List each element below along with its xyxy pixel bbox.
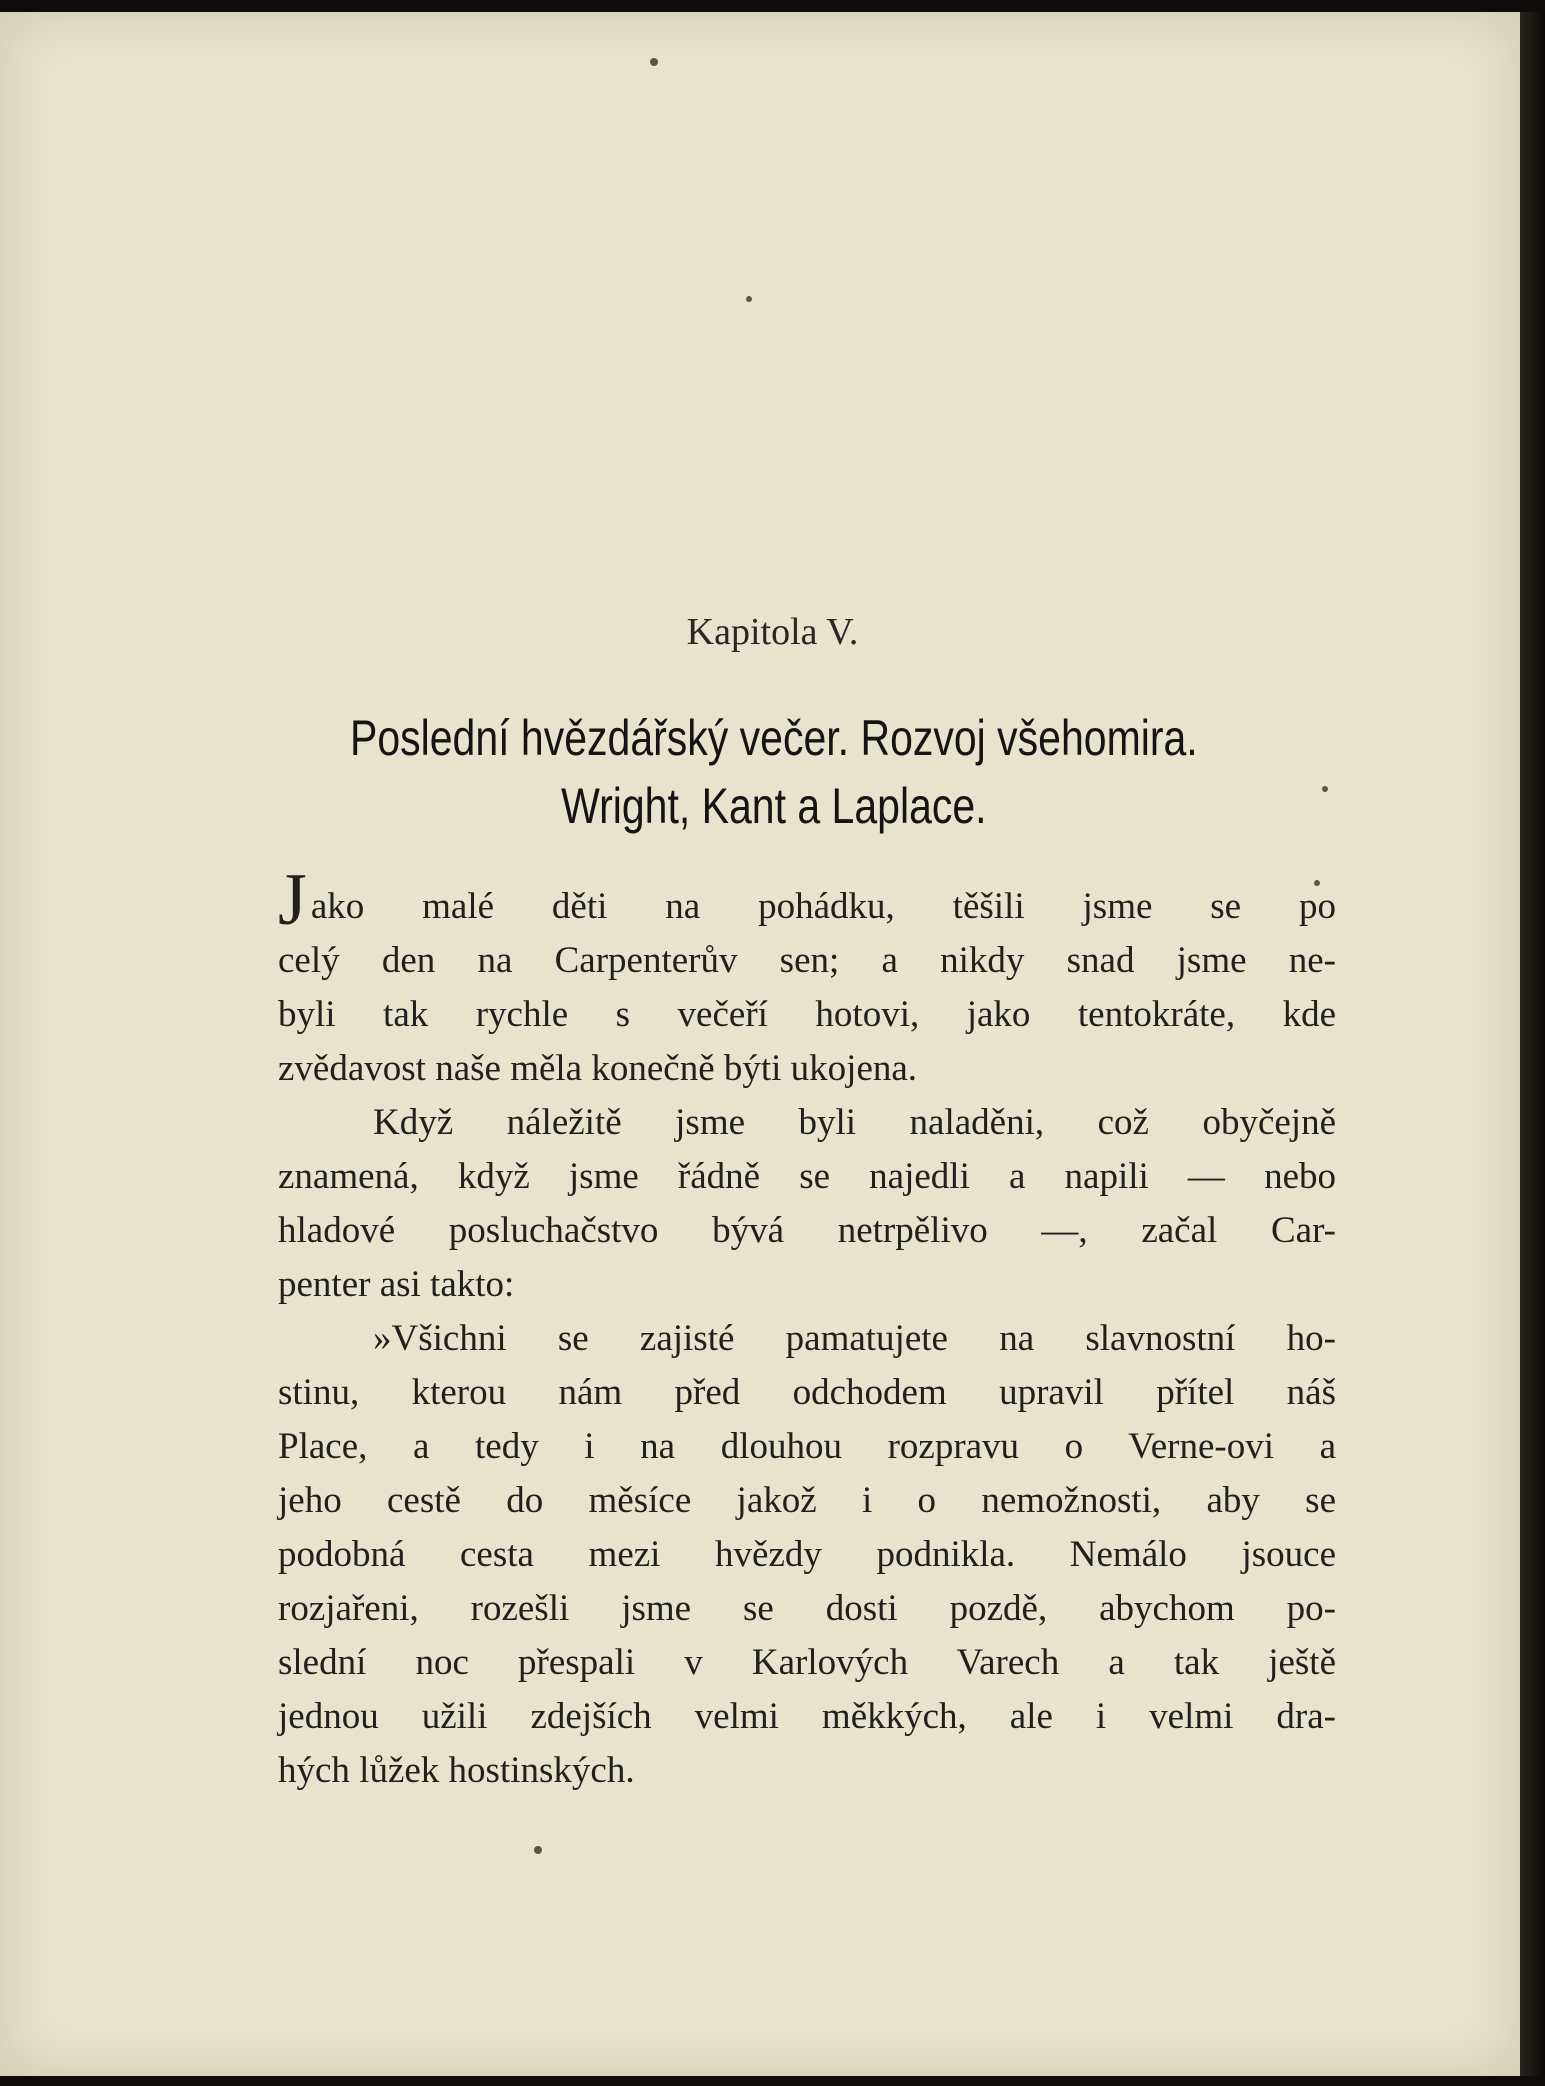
- chapter-body: [278, 859, 1336, 1798]
- paper-speck: [746, 296, 752, 302]
- paragraph-line: znamená, když jsme řádně se najedli a napili — nebo: [278, 1156, 1336, 1197]
- paragraph-line: slední noc přespali v Karlových Varech a tak ještě: [278, 1642, 1336, 1683]
- paragraph-line: jednou užili zdejších velmi měkkých, ale i velmi dra-: [278, 1696, 1336, 1737]
- paragraph-line: stinu, kterou nám před odchodem upravil přítel náš: [278, 1372, 1336, 1413]
- paper-speck: [534, 1846, 542, 1854]
- paragraph-line: hladové posluchačstvo bývá netrpělivo —, začal Car-: [278, 1210, 1336, 1251]
- paragraph-line: Když náležitě jsme byli naladěni, což obyčejně: [373, 1102, 1336, 1143]
- paragraph-line: byli tak rychle s večeří hotovi, jako tentokráte, kde: [278, 994, 1336, 1035]
- paragraph-line: »Všichni se zajisté pamatujete na slavnostní ho-: [373, 1318, 1336, 1359]
- drop-cap: J: [278, 859, 307, 941]
- paragraph-line: penter asi takto:: [278, 1264, 515, 1305]
- chapter-title-line: Wright, Kant a Laplace.: [561, 778, 987, 834]
- paragraph-line: celý den na Carpenterův sen; a nikdy snad jsme ne-: [278, 940, 1336, 981]
- paper-speck: [650, 58, 658, 66]
- chapter-title: [140, 704, 1407, 840]
- book-spine-edge: [1520, 12, 1545, 2076]
- paragraph-line: hých lůžek hostinských.: [278, 1750, 635, 1791]
- paragraph-line: jeho cestě do měsíce jakož i o nemožnosti, aby se: [278, 1480, 1336, 1521]
- paragraph-line: rozjařeni, rozešli jsme se dosti pozdě, abychom po-: [278, 1588, 1336, 1629]
- paragraph-line: zvědavost naše měla konečně býti ukojena.: [278, 1048, 918, 1089]
- paragraph-line: Place, a tedy i na dlouhou rozpravu o Verne-ovi a: [278, 1426, 1336, 1467]
- paragraph-line: Jako malé děti na pohádku, těšili jsme se po: [278, 859, 1336, 941]
- chapter-label: Kapitola V.: [686, 611, 859, 653]
- chapter-title-line: Poslední hvězdářský večer. Rozvoj všehomira.: [349, 710, 1198, 766]
- paragraph-line: podobná cesta mezi hvězdy podnikla. Nemálo jsouce: [278, 1534, 1336, 1575]
